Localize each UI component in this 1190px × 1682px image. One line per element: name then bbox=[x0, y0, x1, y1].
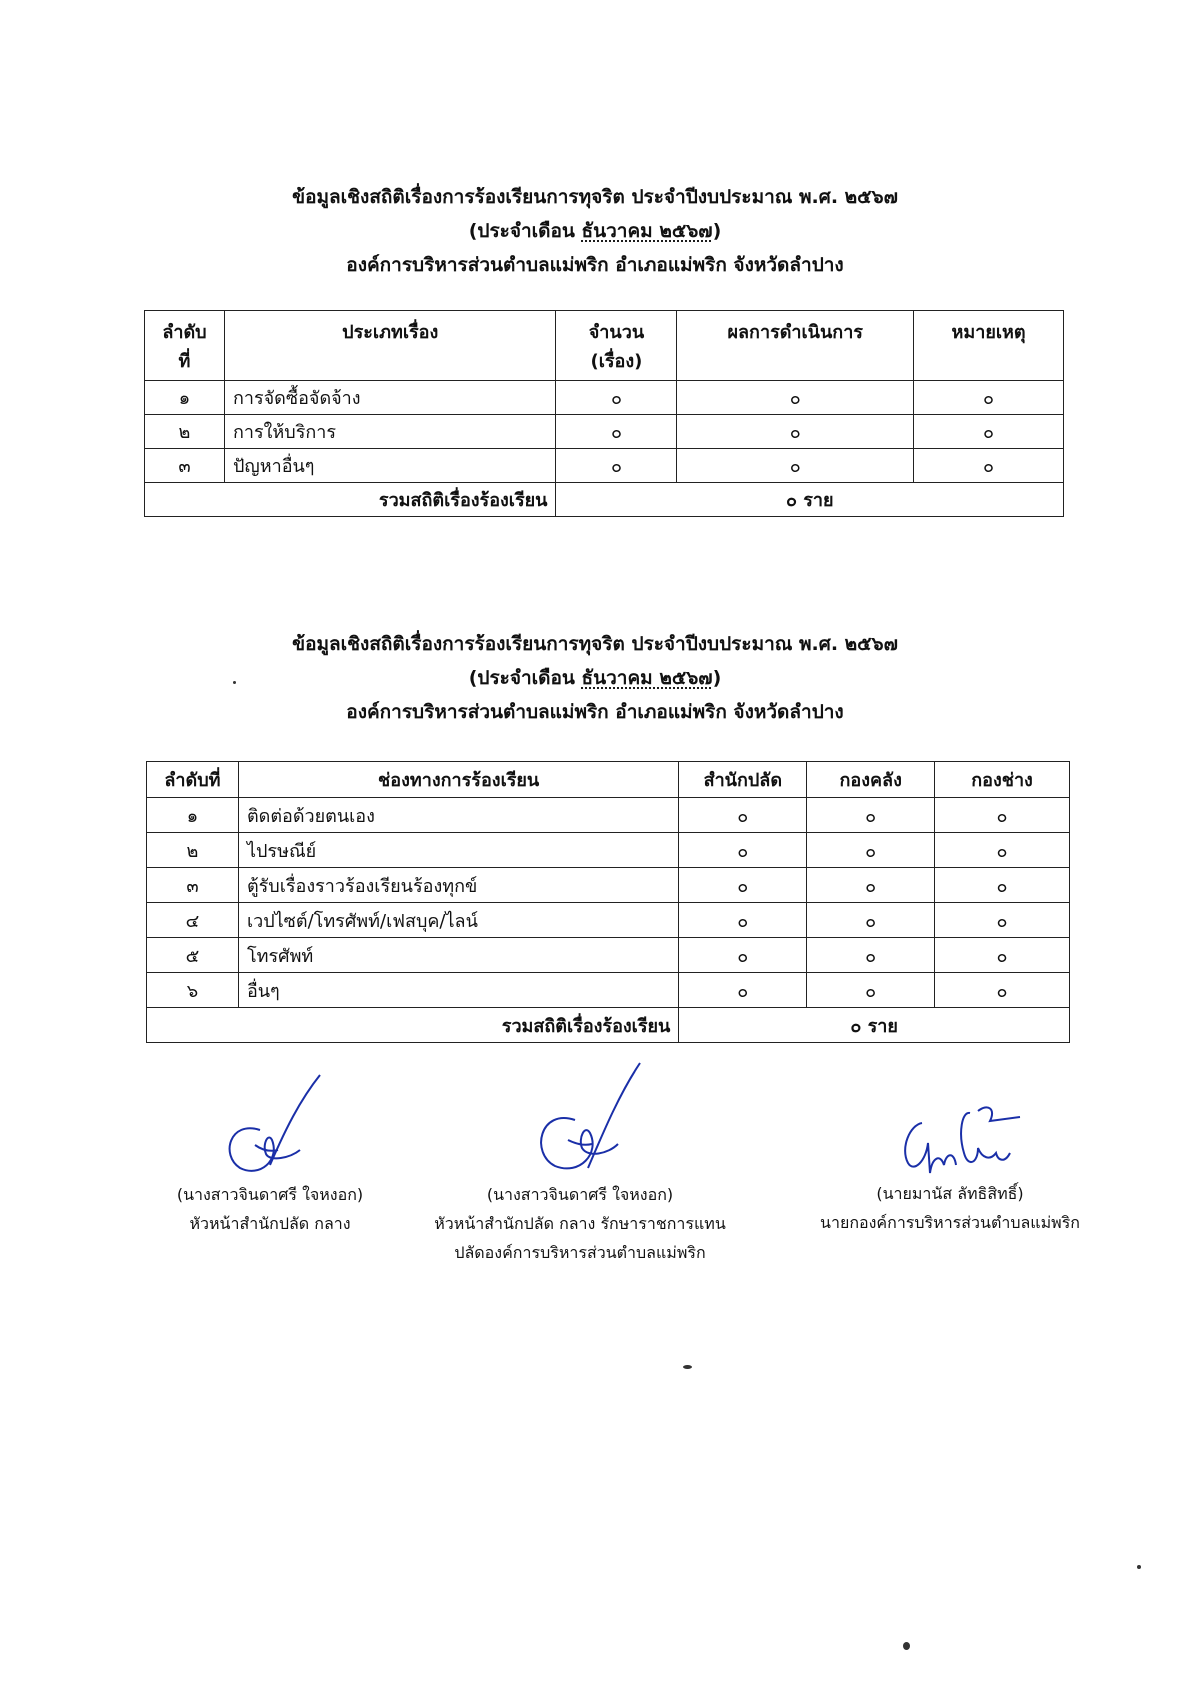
signature-2-position-2: ปลัดองค์การบริหารส่วนตำบลแม่พริก bbox=[454, 1243, 706, 1262]
report2-total-value: ๐ ราย bbox=[679, 1008, 1070, 1043]
row-type: การจัดซื้อจัดจ้าง bbox=[224, 381, 556, 415]
signature-1-position: หัวหน้าสำนักปลัด กลาง bbox=[189, 1214, 351, 1233]
row-office: ๐ bbox=[679, 938, 807, 973]
report2-header-channel: ช่องทางการร้องเรียน bbox=[238, 762, 678, 798]
table-row bbox=[147, 973, 1070, 1008]
row-no: ๑ bbox=[147, 798, 239, 833]
row-finance: ๐ bbox=[807, 833, 935, 868]
row-engineering: ๐ bbox=[935, 973, 1070, 1008]
row-channel: ติดต่อด้วยตนเอง bbox=[238, 798, 678, 833]
report2-heading bbox=[0, 627, 1190, 729]
report1-title: ข้อมูลเชิงสถิติเรื่องการร้องเรียนการทุจริต ประจำปีงบประมาณ พ.ศ. ๒๕๖๗ bbox=[292, 186, 898, 208]
signature-2-position: หัวหน้าสำนักปลัด กลาง รักษาราชการแทน bbox=[434, 1214, 726, 1233]
row-channel: ไปรษณีย์ bbox=[238, 833, 678, 868]
row-type: การให้บริการ bbox=[224, 415, 556, 449]
signature-3-icon bbox=[870, 1103, 1030, 1179]
row-type: ปัญหาอื่นๆ bbox=[224, 449, 556, 483]
report1-month-suffix: ) bbox=[712, 220, 722, 242]
row-no: ๑ bbox=[145, 381, 225, 415]
row-count: ๐ bbox=[556, 415, 677, 449]
report2-header-row bbox=[147, 762, 1070, 798]
signature-1-icon bbox=[200, 1070, 340, 1180]
signature-3-name: (นายมานัส ลัทธิสิทธิ์) bbox=[876, 1184, 1024, 1203]
table-row bbox=[147, 833, 1070, 868]
row-note: ๐ bbox=[914, 381, 1064, 415]
row-result: ๐ bbox=[677, 449, 914, 483]
row-channel: อื่นๆ bbox=[238, 973, 678, 1008]
report2-header-office: สำนักปลัด bbox=[679, 762, 807, 798]
report1-org: องค์การบริหารส่วนตำบลแม่พริก อำเภอแม่พริก จังหวัดลำปาง bbox=[346, 254, 844, 276]
row-no: ๓ bbox=[147, 868, 239, 903]
signature-2-icon bbox=[500, 1058, 660, 1180]
report2-header-finance: กองคลัง bbox=[807, 762, 935, 798]
row-engineering: ๐ bbox=[935, 868, 1070, 903]
signature-block-2 bbox=[420, 1058, 740, 1267]
table-row bbox=[145, 381, 1064, 415]
report2-header-engineering: กองช่าง bbox=[935, 762, 1070, 798]
row-office: ๐ bbox=[679, 833, 807, 868]
row-finance: ๐ bbox=[807, 938, 935, 973]
report2-table bbox=[146, 761, 1070, 1043]
row-count: ๐ bbox=[556, 449, 677, 483]
row-finance: ๐ bbox=[807, 973, 935, 1008]
report2-month: ธันวาคม ๒๕๖๗ bbox=[581, 667, 713, 689]
row-finance: ๐ bbox=[807, 798, 935, 833]
report2-month-prefix: (ประจำเดือน bbox=[468, 667, 575, 689]
report1-month-line bbox=[0, 214, 1190, 248]
row-note: ๐ bbox=[914, 415, 1064, 449]
row-engineering: ๐ bbox=[935, 903, 1070, 938]
report2-org: องค์การบริหารส่วนตำบลแม่พริก อำเภอแม่พริก จังหวัดลำปาง bbox=[346, 701, 844, 723]
report1-month: ธันวาคม ๒๕๖๗ bbox=[581, 220, 713, 242]
report1-heading bbox=[0, 180, 1190, 282]
scan-speck bbox=[233, 681, 236, 684]
row-engineering: ๐ bbox=[935, 798, 1070, 833]
row-no: ๔ bbox=[147, 903, 239, 938]
row-channel: โทรศัพท์ bbox=[238, 938, 678, 973]
row-office: ๐ bbox=[679, 973, 807, 1008]
report2-header-no: ลำดับที่ bbox=[147, 762, 239, 798]
table-row bbox=[147, 798, 1070, 833]
table-row bbox=[145, 449, 1064, 483]
signature-1-name: (นางสาวจินดาศรี ใจหงอก) bbox=[176, 1185, 364, 1204]
row-no: ๒ bbox=[147, 833, 239, 868]
table-row bbox=[147, 868, 1070, 903]
signature-2-name: (นางสาวจินดาศรี ใจหงอก) bbox=[486, 1185, 674, 1204]
row-no: ๓ bbox=[145, 449, 225, 483]
report2-month-line bbox=[0, 661, 1190, 695]
row-result: ๐ bbox=[677, 415, 914, 449]
table-row bbox=[147, 938, 1070, 973]
signature-block-1 bbox=[130, 1070, 410, 1238]
report1-table bbox=[144, 310, 1064, 517]
report2-month-suffix: ) bbox=[712, 667, 722, 689]
report1-total-label: รวมสถิติเรื่องร้องเรียน bbox=[145, 483, 556, 517]
report1-total-row bbox=[145, 483, 1064, 517]
row-office: ๐ bbox=[679, 868, 807, 903]
row-engineering: ๐ bbox=[935, 833, 1070, 868]
row-no: ๖ bbox=[147, 973, 239, 1008]
row-note: ๐ bbox=[914, 449, 1064, 483]
report1-header-count: จำนวน (เรื่อง) bbox=[556, 311, 677, 381]
report1-month-prefix: (ประจำเดือน bbox=[468, 220, 575, 242]
scan-speck bbox=[1137, 1565, 1141, 1569]
row-office: ๐ bbox=[679, 798, 807, 833]
row-channel: ตู้รับเรื่องราวร้องเรียนร้องทุกข์ bbox=[238, 868, 678, 903]
row-count: ๐ bbox=[556, 381, 677, 415]
report1-header-type: ประเภทเรื่อง bbox=[224, 311, 556, 381]
row-no: ๒ bbox=[145, 415, 225, 449]
report2-title: ข้อมูลเชิงสถิติเรื่องการร้องเรียนการทุจริต ประจำปีงบประมาณ พ.ศ. ๒๕๖๗ bbox=[292, 633, 898, 655]
report2-total-row bbox=[147, 1008, 1070, 1043]
report1-total-value: ๐ ราย bbox=[556, 483, 1064, 517]
report2-total-label: รวมสถิติเรื่องร้องเรียน bbox=[147, 1008, 679, 1043]
row-result: ๐ bbox=[677, 381, 914, 415]
table-row bbox=[147, 903, 1070, 938]
scan-speck bbox=[683, 1365, 692, 1369]
signature-block-3 bbox=[800, 1103, 1100, 1237]
row-channel: เวปไซต์/โทรศัพท์/เฟสบุค/ไลน์ bbox=[238, 903, 678, 938]
row-office: ๐ bbox=[679, 903, 807, 938]
scan-speck bbox=[903, 1642, 910, 1650]
report1-header-note: หมายเหตุ bbox=[914, 311, 1064, 381]
report1-header-row bbox=[145, 311, 1064, 381]
row-engineering: ๐ bbox=[935, 938, 1070, 973]
row-finance: ๐ bbox=[807, 903, 935, 938]
table-row bbox=[145, 415, 1064, 449]
signature-3-position: นายกองค์การบริหารส่วนตำบลแม่พริก bbox=[820, 1213, 1080, 1232]
report1-header-result: ผลการดำเนินการ bbox=[677, 311, 914, 381]
row-no: ๕ bbox=[147, 938, 239, 973]
row-finance: ๐ bbox=[807, 868, 935, 903]
report1-header-no: ลำดับ ที่ bbox=[145, 311, 225, 381]
